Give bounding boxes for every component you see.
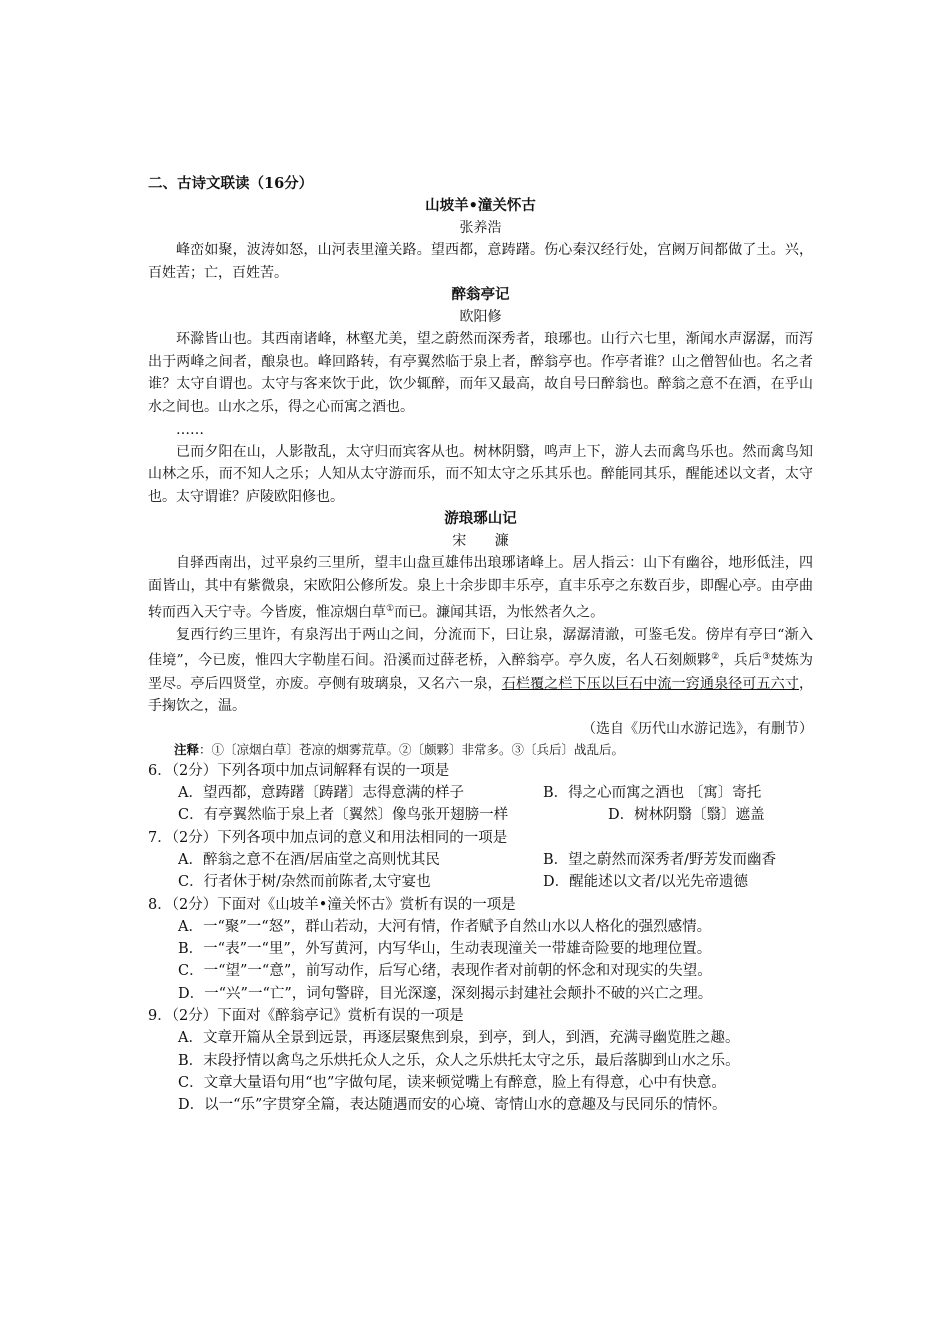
q9-option-c[interactable]: C．文章大量语句用“也”字做句尾，读来顿觉嘴上有醉意，脸上有得意，心中有快意。 xyxy=(178,1074,726,1091)
footnotes xyxy=(148,740,813,760)
question-7-stem: 7．（2分）下列各项中加点词的意义和用法相同的一项是 xyxy=(148,829,508,846)
poem1-author: 张养浩 xyxy=(459,220,502,236)
note-marker-1: ① xyxy=(386,603,395,614)
notes-label: 注释 xyxy=(174,741,200,757)
document-page xyxy=(148,172,813,1117)
q6-option-b[interactable]: B．得之心而寓之酒也 〔寓〕寄托 xyxy=(543,785,762,802)
poem2-para2: 已而夕阳在山，人影散乱，太守归而宾客从也。树林阴翳，鸣声上下，游人去而禽鸟乐也。然而禽鸟知山林之乐，而不知人之乐；人知从太守游而乐，而不知太守之乐其乐也。醉能同其乐，醒能述以文者，太守也。太守谓谁？庐陵欧阳修也。 xyxy=(148,443,813,505)
poem2-author: 欧阳修 xyxy=(459,309,502,326)
q6-option-d[interactable]: D．树林阴翳〔翳〕遮盖 xyxy=(608,807,765,824)
q6-options-row-1 xyxy=(148,782,813,804)
q8-option-b[interactable]: B．一“表”一“里”，外写黄河，内写华山，生动表现潼关一带雄奇险要的地理位置。 xyxy=(178,941,712,958)
q6-options-row-2 xyxy=(148,804,813,826)
q9-option-b[interactable]: B．末段抒情以禽鸟之乐烘托众人之乐，众人之乐烘托太守之乐，最后落脚到山水之乐。 xyxy=(178,1052,740,1069)
question-6-stem: 6．（2分）下列各项中加点词解释有误的一项是 xyxy=(148,762,450,779)
q8-option-a[interactable]: A．一“聚”一“怒”，群山若动，大河有情，作者赋予自然山水以人格化的强烈感情。 xyxy=(178,918,712,935)
q8-option-c[interactable]: C．一“望”一“意”，前写动作，后写心绪，表现作者对前朝的怀念和对现实的失望。 xyxy=(178,963,712,980)
source-citation: （选自《历代山水游记选》，有删节） xyxy=(582,720,813,737)
q6-option-a[interactable]: A．望西都，意踌躇〔踌躇〕志得意满的样子 xyxy=(178,785,464,802)
poem3-para2 xyxy=(148,624,813,718)
underlined-sentence: 石栏覆之栏下压以巨石中流一窍通泉径可五六寸 xyxy=(501,675,800,692)
note-marker-2: ② xyxy=(711,652,720,663)
poem2-ellipsis: …… xyxy=(176,421,204,438)
q8-option-d[interactable]: D．一“兴”一“亡”，词句警辟，目光深邃，深刻揭示封建社会颠扑不破的兴亡之理。 xyxy=(178,985,713,1002)
poem3-para2-text: 复西行约三里许，有泉泻出于两山之间，分流而下，曰让泉，潺潺清澈，可鉴毛发。傍岸有亭曰“渐入佳境”，今已废，惟四大字勒崖石间。沿溪而过薛老桥，入醉翁亭。亭久废，名人石刻颇夥 xyxy=(148,626,813,670)
poem3-para1 xyxy=(148,552,813,623)
section-title: 二、古诗文联读（16分） xyxy=(148,175,314,192)
q7-options-row-2 xyxy=(148,871,813,893)
q7-option-c[interactable]: C．行者休于树/杂然而前陈者,太守宴也 xyxy=(178,874,431,891)
question-8-stem: 8．（2分）下面对《山坡羊•潼关怀古》赏析有误的一项是 xyxy=(148,896,516,913)
q7-option-d[interactable]: D．醒能述以文者/以光先帝遗德 xyxy=(543,874,749,891)
poem3-para1-tail: 而已。濂闻其语，为怅然者久之。 xyxy=(394,604,605,621)
poem2-para1: 环滁皆山也。其西南诸峰，林壑尤美，望之蔚然而深秀者，琅琊也。山行六七里，渐闻水声潺潺，而泻出于两峰之间者，酿泉也。峰回路转，有亭翼然临于泉上者，醉翁亭也。作亭者谁？山之僧智仙也。名之者谁？太守自谓也。太守与客来饮于此，饮少辄醉，而年又最高，故自号曰醉翁也。醉翁之意不在酒，在乎山水之间也。山水之乐，得之心而寓之酒也。 xyxy=(148,331,813,415)
notes-text: ：①〔凉烟白草〕苍凉的烟雾荒草。②〔颇夥〕非常多。③〔兵后〕战乱后。 xyxy=(199,741,625,757)
poem3-para2-cont: 焚炼为垩尽。亭后四贤堂，亦废。亭侧有玻璃泉，又名六一泉， xyxy=(148,653,814,692)
poem3-author: 宋 濂 xyxy=(452,533,521,550)
q7-option-b[interactable]: B．望之蔚然而深秀者/野芳发而幽香 xyxy=(543,852,777,868)
poem1-title: 山坡羊•潼关怀古 xyxy=(425,197,536,214)
poem1-text: 峰峦如聚，波涛如怒，山河表里潼关路。望西都，意踌躇。伤心秦汉经行处，宫阙万间都做了土。兴，百姓苦；亡，百姓苦。 xyxy=(148,242,813,281)
poem3-para1-text: 自驿西南出，过平泉约三里所，望丰山盘亘雄伟出琅琊诸峰上。居人指云：山下有幽谷，地形低洼，四面皆山，其中有紫微泉，宋欧阳公修所发。泉上十余步即丰乐亭，直丰乐亭之东数百步，即醒心亭。由亭曲转而西入天宁寺。今皆废，惟凉烟白草 xyxy=(148,555,813,621)
poem3-para2-end: ，手掬饮之，温。 xyxy=(148,675,814,715)
q9-option-d[interactable]: D．以一“乐”字贯穿全篇，表达随遇而安的心境、寄情山水的意趣及与民同乐的情怀。 xyxy=(178,1097,727,1114)
note-marker-3: ③ xyxy=(762,652,771,663)
poem3-para2-mid: ，兵后 xyxy=(719,653,763,670)
poem3-title: 游琅琊山记 xyxy=(444,510,517,528)
q9-option-a[interactable]: A．文章开篇从全景到远景，再逐层聚焦到泉，到亭，到人，到酒，充满寻幽览胜之趣。 xyxy=(178,1030,740,1047)
question-9-stem: 9．（2分）下面对《醉翁亭记》赏析有误的一项是 xyxy=(148,1008,464,1025)
q7-options-row-1 xyxy=(148,849,813,871)
poem2-title: 醉翁亭记 xyxy=(451,286,510,304)
q7-option-a[interactable]: A．醉翁之意不在酒/居庙堂之高则忧其民 xyxy=(178,852,440,868)
q6-option-c[interactable]: C．有亭翼然临于泉上者〔翼然〕像鸟张开翅膀一样 xyxy=(178,807,509,824)
